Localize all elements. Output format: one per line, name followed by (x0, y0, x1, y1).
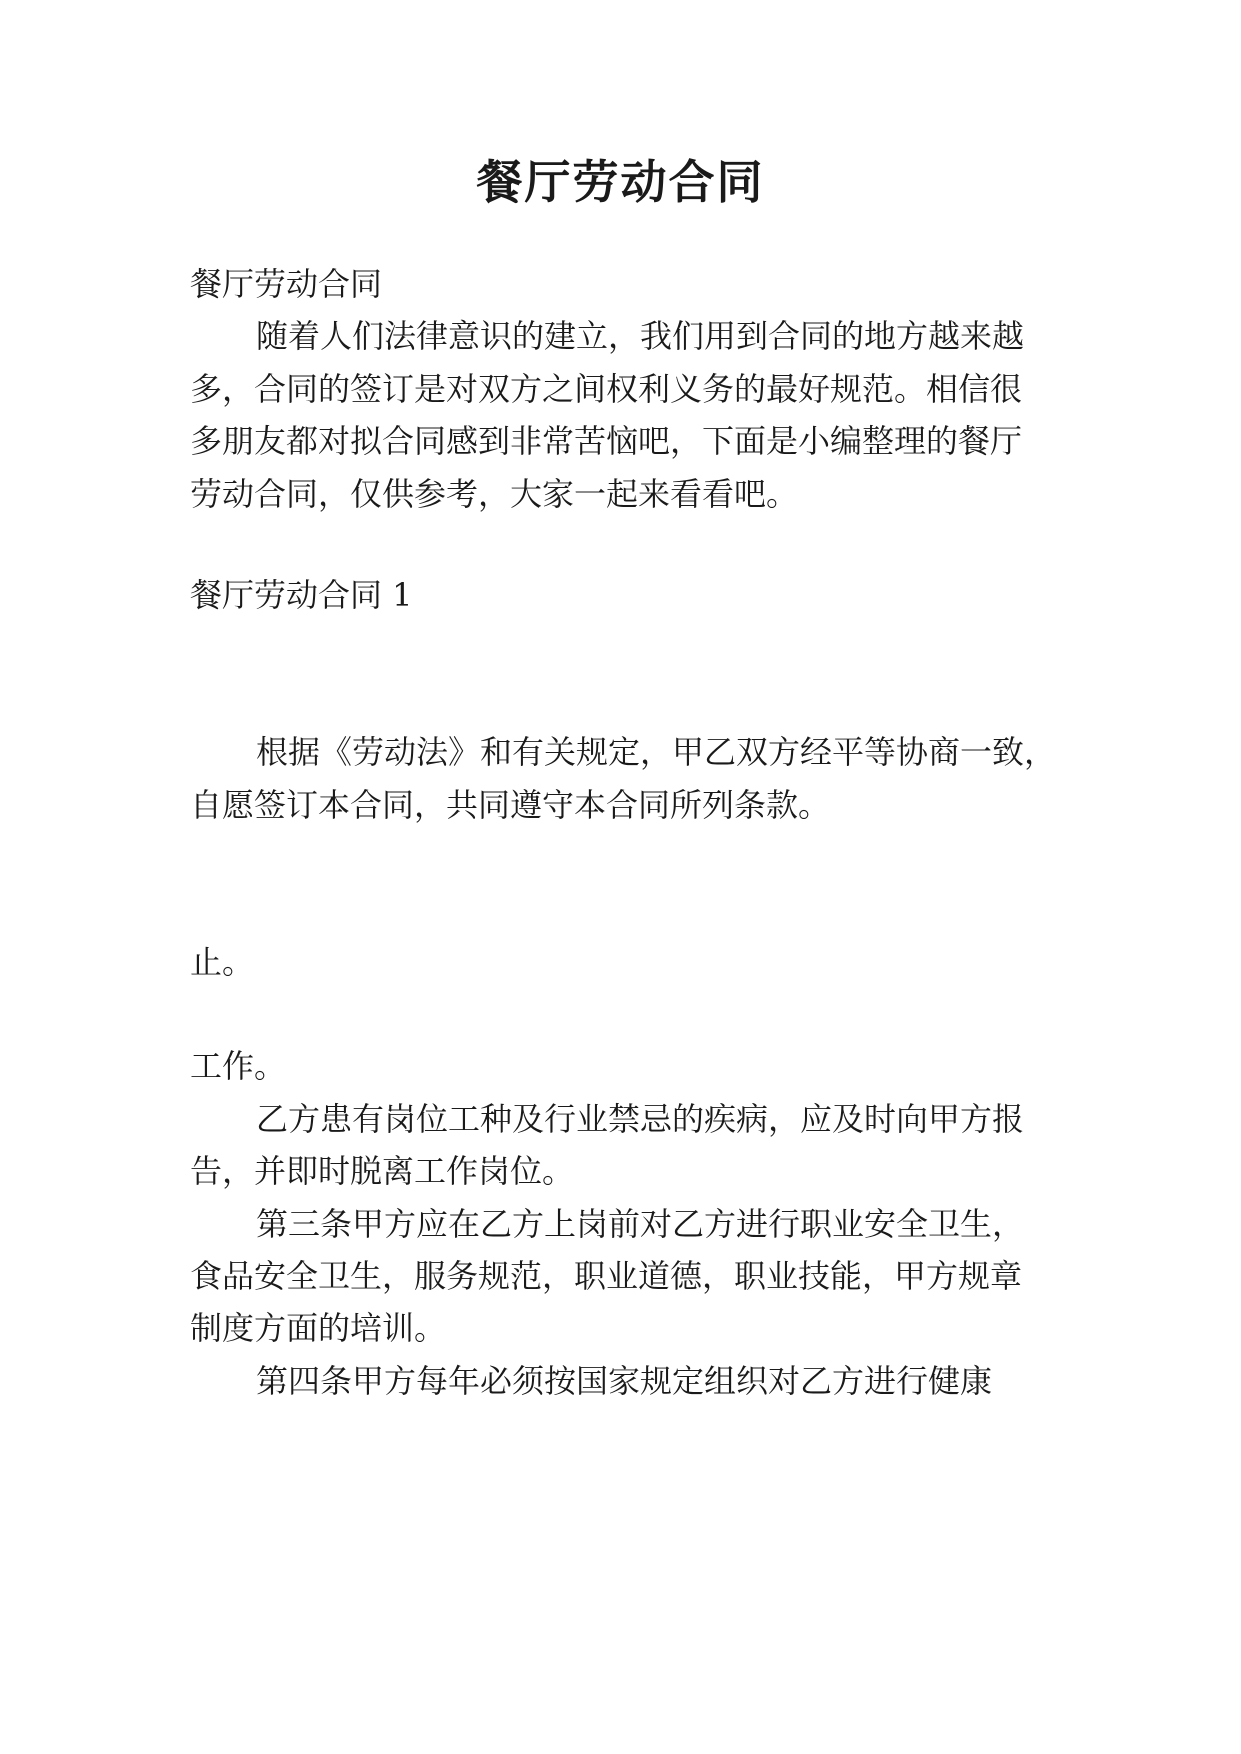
document-subtitle: 餐厅劳动合同 (190, 265, 383, 303)
illness-line-2: 告，并即时脱离工作岗位。 (190, 1152, 575, 1190)
article-2-line-1 (256, 986, 1116, 1042)
article-1-line-3: 止。 (190, 943, 255, 981)
document-title: 餐厅劳动合同 (476, 155, 765, 209)
party-b-line (256, 672, 1116, 728)
intro-line-3: 多朋友都对拟合同感到非常苦恼吧，下面是小编整理的餐厅 (190, 422, 1023, 460)
intro-line-1: 随着人们法律意识的建立，我们用到合同的地方越来越 (256, 317, 1025, 355)
article-2-line-2: 工作。 (190, 1047, 287, 1085)
basis-line-2: 自愿签订本合同，共同遵守本合同所列条款。 (190, 786, 831, 824)
intro-line-4: 劳动合同，仅供参考，大家一起来看看吧。 (190, 475, 799, 513)
party-a-line (256, 620, 1116, 676)
article-3-line-3: 制度方面的培训。 (190, 1309, 447, 1347)
article-1-line-1 (256, 829, 1116, 885)
section-title: 餐厅劳动合同 1 (190, 576, 413, 614)
article-4-line-1: 第四条甲方每年必须按国家规定组织对乙方进行健康 (256, 1362, 993, 1400)
article-1-line-2 (190, 881, 1050, 937)
basis-line-1: 根据《劳动法》和有关规定，甲乙双方经平等协商一致， (256, 733, 1057, 771)
illness-line-1: 乙方患有岗位工种及行业禁忌的疾病，应及时向甲方报 (256, 1100, 1025, 1138)
article-3-line-2: 食品安全卫生，服务规范，职业道德，职业技能，甲方规章 (190, 1257, 1023, 1295)
intro-line-2: 多，合同的签订是对双方之间权利义务的最好规范。相信很 (190, 370, 1023, 408)
article-3-line-1: 第三条甲方应在乙方上岗前对乙方进行职业安全卫生， (256, 1205, 1025, 1243)
